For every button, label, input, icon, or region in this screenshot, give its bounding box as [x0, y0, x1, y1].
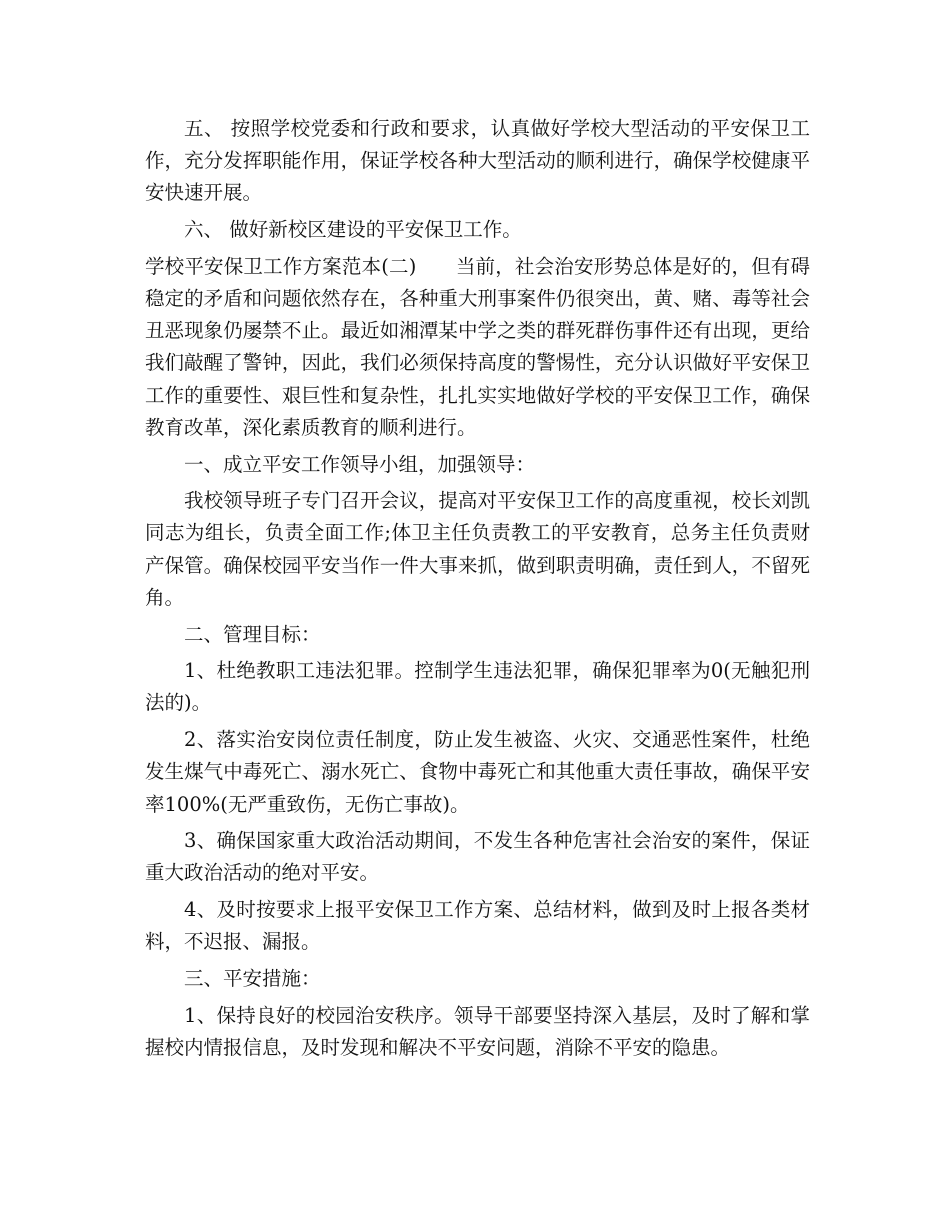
paragraph-section-title-intro: 学校平安保卫工作方案范本(二) 当前，社会治安形势总体是好的，但有碍稳定的矛盾和问题依然存在，各种重大刑事案件仍很突出，黄、赌、毒等社会丑恶现象仍屡禁不止。最近如湘潭某中学之类的群死群伤事件还有出现，更给我们敲醒了警钟，因此，我们必须保持高度的警惕性，充分认识做好平安保卫工作的重要性、艰巨性和复杂性，扎扎实实地做好学校的平安保卫工作，确保教育改革，深化素质教育的顺利进行。 [145, 254, 810, 439]
paragraph-leadership: 我校领导班子专门召开会议，提高对平安保卫工作的高度重视，校长刘凯同志为组长，负责全面工作;体卫主任负责教工的平安教育，总务主任负责财产保管。确保校园平安当作一件大事来抓，做到职责明确，责任到人，不留死角。 [145, 489, 810, 609]
paragraph-goal-4: 4、及时按要求上报平安保卫工作方案、总结材料，做到及时上报各类材料，不迟报、漏报。 [145, 898, 810, 954]
paragraph-item-six: 六、 做好新校区建设的平安保卫工作。 [184, 218, 522, 242]
document-body [145, 113, 810, 1069]
paragraph-goal-2: 2、落实治安岗位责任制度，防止发生被盗、火灾、交通恶性案件，杜绝发生煤气中毒死亡、溺水死亡、食物中毒死亡和其他重大责任事故，确保平安率100%(无严重致伤，无伤亡事故)。 [145, 728, 810, 816]
heading-management-goals: 二、管理目标： [184, 622, 321, 646]
heading-safety-measures: 三、平安措施： [184, 967, 321, 991]
paragraph-goal-3: 3、确保国家重大政治活动期间，不发生各种危害社会治安的案件，保证重大政治活动的绝对平安。 [145, 829, 810, 885]
paragraph-measure-1: 1、保持良好的校园治安秩序。领导干部要坚持深入基层，及时了解和掌握校内情报信息，及时发现和解决不平安问题，消除不平安的隐患。 [145, 1003, 810, 1059]
paragraph-item-five: 五、 按照学校党委和行政和要求，认真做好学校大型活动的平安保卫工作，充分发挥职能作用，保证学校各种大型活动的顺利进行，确保学校健康平安快速开展。 [145, 117, 810, 205]
paragraph-goal-1: 1、杜绝教职工违法犯罪。控制学生违法犯罪，确保犯罪率为0(无触犯刑法的)。 [145, 659, 810, 715]
heading-leadership-group: 一、成立平安工作领导小组，加强领导： [184, 452, 536, 476]
